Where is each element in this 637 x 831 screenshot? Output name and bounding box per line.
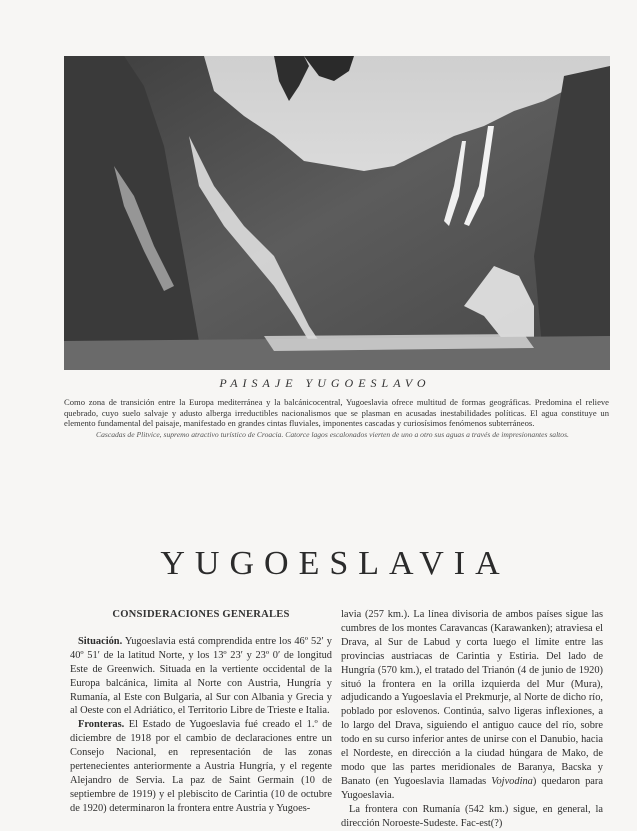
- paragraph-lead: Situación.: [78, 635, 123, 647]
- italic-term: Vojvodina: [491, 775, 533, 787]
- paragraph-text: lavia (257 km.). La línea divisoria de ambos países sigue las cumbres de los montes Caravancas (Karawanken); atraviesa el Drava, al Sur de Labud y corta luego el límite entre las provincias austriacas de Carintia y Estiria. Del lado de Hungría (570 km.), el tratado del Trianón (4 de junio de 1920) situó la frontera en la orilla izquierda del Mur (Mura), adjudicando a Yugoeslavia el Prekmurje, al Norte de dicho río, poblado por eslovenos. Continúa, salvo ligeras inflexiones, a lo largo del Drava, siguiendo el antiguo cauce del río, sobre todo en su curso inferior antes de unirse con el Danubio, hacia el Nordeste, en dirección a la ciudad húngara de Mako, de modo que las partes meridionales de Baranya, Bacska y Banato (en Yugoeslavia llamadas: [341, 609, 603, 787]
- waterfall-image: [64, 56, 610, 370]
- photo-description: Como zona de transición entre la Europa mediterránea y la balcánicocentral, Yugoeslavia ofrece multitud de formas geográficas. Predomina el relieve quebrado, cuyo suelo salvaje y adusto alberga irreductibles nacionalismos que se plasman en acusadas inestabilidades políticas. El agua constituye un elemento fundamental del paisaje, manifestado en grandes cintas fluviales, imponentes cascadas y curiosísimos fenómenos subterráneos.: [64, 397, 609, 429]
- paragraph-continuation: [341, 608, 603, 803]
- photo-title: PAISAJE YUGOESLAVO: [219, 376, 431, 390]
- paragraph-fronteras: [70, 718, 332, 815]
- paragraph-lead: Fronteras.: [78, 719, 125, 731]
- left-column: [70, 608, 332, 816]
- paragraph-text: La frontera con Rumanía (542 km.) sigue, en general, la dirección Noroeste-Sudeste. Fac-est(?): [341, 803, 603, 829]
- paragraph-rumania: [341, 803, 603, 831]
- paragraph-text: El Estado de Yugoeslavia fué creado el 1.º de diciembre de 1918 por el cambio de declaraciones entre un Consejo Nacional, en representación de las zonas pertenecientes anteriormente a Austria Hungría, y el regente Alejandro de Servia. La paz de Saint Germain (10 de septiembre de 1919) y el plebiscito de Carintia (10 de octubre de 1920) determinaron la frontera entre Austria y Yugoes-: [70, 719, 332, 814]
- paragraph-text: ) quedaron para Yugoeslavia.: [341, 775, 603, 801]
- paragraph-text: Yugoeslavia está comprendida entre los 46º 52′ y 40º 51′ de la latitud Norte, y los 13º 23′ y 23º 0′ de longitud Este de Greenwich. Situada en la vertiente occidental de la Europa balcánica, limita al Norte con Austria, Hungría y Rumanía, al Este con Bulgaria, al Sur con Albania y Grecia y al Oeste con el Adriático, el Territorio Libre de Trieste e Italia.: [70, 635, 332, 717]
- paragraph-situacion: [70, 635, 332, 718]
- photo-credit: Cascadas de Plitvice, supremo atractivo turístico de Croacia. Catorce lagos escalonados vierten de uno a otro sus aguas a través de impresionantes saltos.: [96, 430, 569, 439]
- article-title: YUGOESLAVIA: [160, 544, 510, 582]
- right-column: [341, 608, 603, 831]
- landscape-photo: [64, 56, 610, 370]
- section-heading: CONSIDERACIONES GENERALES: [112, 609, 290, 620]
